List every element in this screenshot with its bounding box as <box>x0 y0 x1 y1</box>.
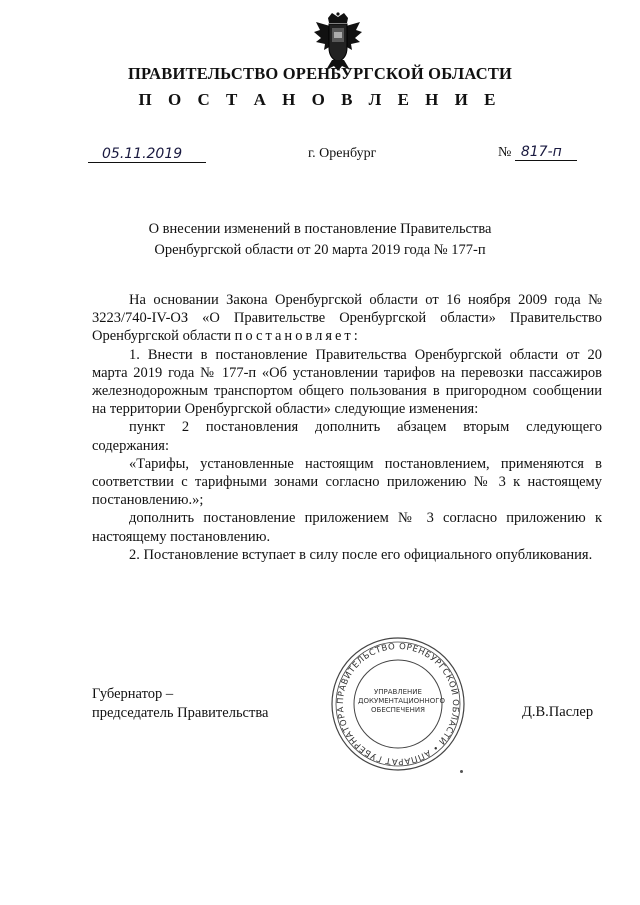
document-body <box>92 291 602 564</box>
paragraph-item-2: 2. Постановление вступает в силу после его официального опубликования. <box>129 546 593 563</box>
signatory-title <box>92 685 268 723</box>
official-seal <box>328 634 468 774</box>
document-date: 05.11.2019 <box>88 146 206 163</box>
organization-title: ПРАВИТЕЛЬСТВО ОРЕНБУРГСКОЙ ОБЛАСТИ <box>127 64 513 83</box>
seal-line-1: УПРАВЛЕНИЕ <box>374 688 422 696</box>
subject-line-1: О внесении изменений в постановление Правительства <box>148 221 492 237</box>
coat-of-arms-icon <box>312 12 364 72</box>
paragraph-item-1: 1. Внести в постановление Правительства Оренбургской области от 20 марта 2019 года № 177-п «Об установлении тарифов на перевозки пассажиров железнодорожным транспортом общего пользования в пригородном сообщении на территории Оренбургской области» следующие изменения: <box>92 346 602 418</box>
seal-inner-text <box>358 688 446 715</box>
paragraph-appendix: дополнить постановление приложением № 3 согласно приложению к настоящему постановлению. <box>92 510 602 545</box>
document-city: г. Оренбург <box>308 146 377 161</box>
number-prefix: № <box>498 145 512 160</box>
paragraph-amendment: пункт 2 постановления дополнить абзацем вторым следующего содержания: <box>92 419 602 454</box>
document-type: П О С Т А Н О В Л Е Н И Е <box>138 90 502 109</box>
signatory-name: Д.В.Паслер <box>522 704 594 720</box>
paragraph-quote: «Тарифы, установленные настоящим постановлением, применяются в соответствии с тарифными зонами согласно приложению № 3 к настоящему постановлению.»; <box>92 455 602 509</box>
seal-ring-text: ПРАВИТЕЛЬСТВО ОРЕНБУРГСКОЙ ОБЛАСТИ • АППАРАТ ГУБЕРНАТОРА <box>335 641 461 767</box>
signatory-title-line-1: Губернатор – <box>92 686 174 702</box>
signatory-title-line-2: председатель Правительства <box>92 705 269 721</box>
preamble-text: На основании Закона Оренбургской области от 16 ноября 2009 года № 3223/740-IV-ОЗ «О Правительстве Оренбургской области» Правительство Оренбургской области <box>92 292 602 345</box>
seal-line-2: ДОКУМЕНТАЦИОННОГО <box>358 697 446 705</box>
subject-line-2: Оренбургской области от 20 марта 2019 года № 177-п <box>154 242 486 258</box>
stray-mark <box>460 770 463 773</box>
number-value: 817-п <box>515 144 577 161</box>
document-subject <box>0 219 640 261</box>
seal-line-3: ОБЕСПЕЧЕНИЯ <box>371 706 425 714</box>
decree-word: постановляет: <box>234 328 361 345</box>
paragraph-preamble <box>92 291 602 346</box>
document-number <box>498 144 577 161</box>
